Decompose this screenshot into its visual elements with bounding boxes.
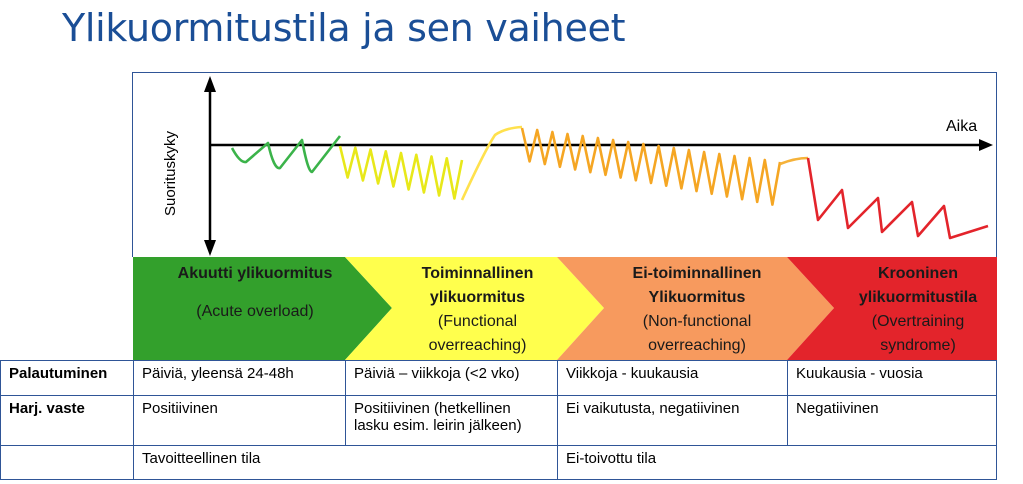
cell-response-chronic: Negatiivinen <box>788 396 997 446</box>
x-axis-label: Aika <box>946 118 978 135</box>
cell-response-nonfunctional: Ei vaikutusta, negatiivinen <box>558 396 788 446</box>
x-axis-arrow <box>979 139 993 151</box>
phase-functional <box>400 262 555 365</box>
page-title: Ylikuormitustila ja sen vaiheet <box>62 6 626 50</box>
cell-state-desired: Tavoitteellinen tila <box>134 446 558 480</box>
phase-chronic <box>848 262 988 365</box>
curve-nonfunctional-tail <box>780 158 808 164</box>
cell-response-functional: Positiivinen (hetkellinen lasku esim. leirin jälkeen) <box>346 396 558 446</box>
phase-nonfunctional-subtitle: (Non-functional overreaching) <box>642 313 752 354</box>
phase-info-table <box>0 360 997 480</box>
phase-functional-name: Toiminnallinen ylikuormitus <box>421 265 534 306</box>
curve-chronic <box>808 158 988 238</box>
row-label-state <box>1 446 134 480</box>
cell-recovery-acute: Päiviä, yleensä 24-48h <box>134 361 346 396</box>
phase-chronic-name: Krooninen ylikuormitustila <box>858 265 978 306</box>
phase-acute-subtitle: (Acute overload) <box>196 303 314 320</box>
phase-nonfunctional <box>612 262 782 365</box>
curve-functional-recovery <box>462 127 522 200</box>
row-label-response: Harj. vaste <box>1 396 134 446</box>
phase-chronic-subtitle: (Overtraining syndrome) <box>871 313 965 354</box>
y-axis-label: Suorituskyky <box>162 130 179 216</box>
phase-acute-name: Akuutti ylikuormitus <box>177 265 333 282</box>
curve-nonfunctional <box>522 128 780 205</box>
curve-acute <box>232 136 340 172</box>
phase-acute <box>150 262 360 365</box>
cell-response-acute: Positiivinen <box>134 396 346 446</box>
y-axis-arrow-up <box>204 76 216 92</box>
cell-recovery-functional: Päiviä – viikkoja (<2 vko) <box>346 361 558 396</box>
phase-nonfunctional-name: Ei-toiminnallinen Ylikuormitus <box>632 265 762 306</box>
curve-functional <box>340 146 462 199</box>
performance-curves <box>232 127 988 238</box>
cell-state-undesired: Ei-toivottu tila <box>558 446 997 480</box>
phase-functional-subtitle: (Functional overreaching) <box>428 313 527 354</box>
y-axis-arrow-down <box>204 240 216 256</box>
cell-recovery-chronic: Kuukausia - vuosia <box>788 361 997 396</box>
cell-recovery-nonfunctional: Viikkoja - kuukausia <box>558 361 788 396</box>
row-label-recovery: Palautuminen <box>1 361 134 396</box>
table-row-state <box>1 446 997 480</box>
table-row-recovery <box>1 361 997 396</box>
table-row-response <box>1 396 997 446</box>
